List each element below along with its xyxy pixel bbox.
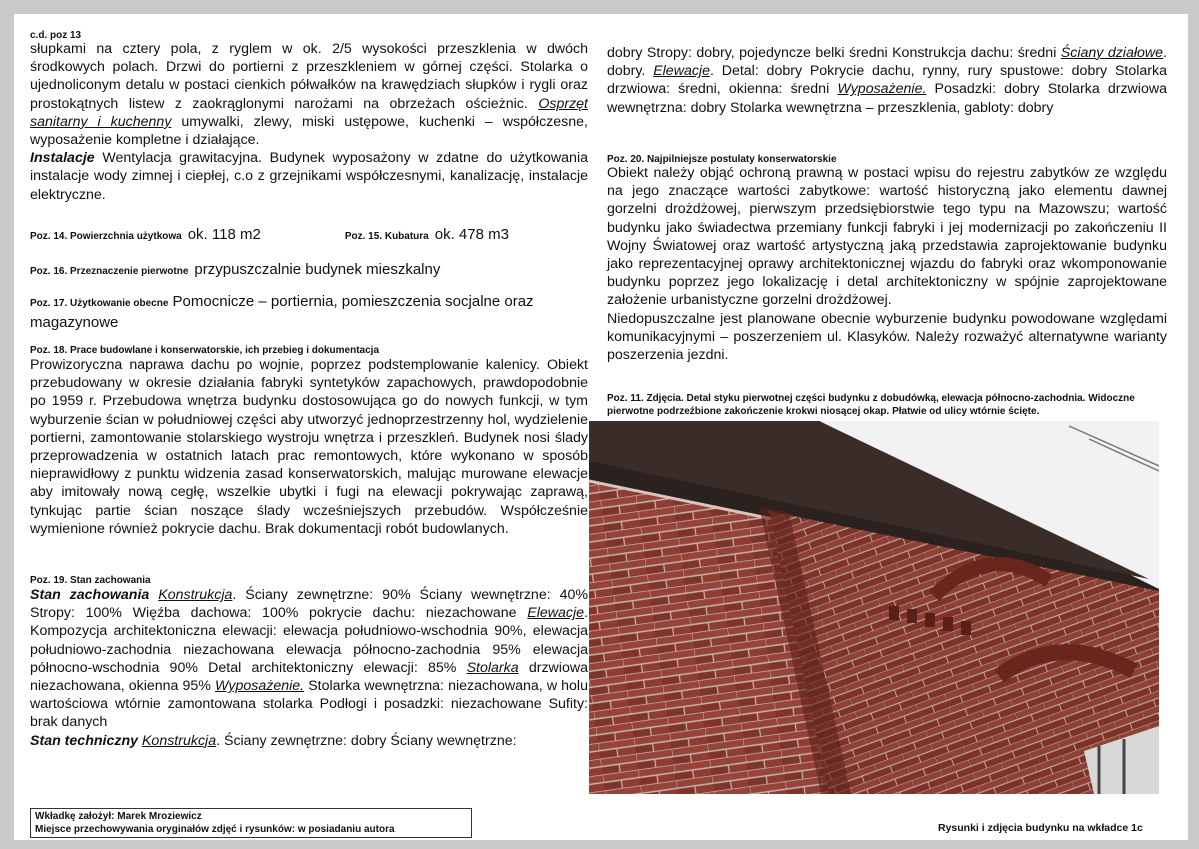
- poz17-label: Poz. 17. Użytkowanie obecne: [30, 298, 169, 309]
- footer-storage: Miejsce przechowywania oryginałów zdjęć i rysunków: w posiadaniu autora: [35, 824, 395, 835]
- poz18-label: Poz. 18. Prace budowlane i konserwatorskie, ich przebieg i dokumentacja: [30, 345, 379, 356]
- footer-author: Wkładkę założył: Marek Mroziewicz: [35, 811, 202, 822]
- poz16-row: [30, 261, 440, 278]
- poz14-label: Poz. 14. Powierzchnia użytkowa: [30, 231, 182, 242]
- poz19-label: Poz. 19. Stan zachowania: [30, 575, 151, 586]
- technical-condition-label: Stan techniczny: [30, 732, 139, 749]
- fittings-paragraph: słupkami na cztery pola, z ryglem w ok. 2/5 wysokości przeszklenia w dwóch środkowych polach. Drzwi do portierni z przeszkleniem w górnej części. Stolarka o ujednoliconym detalu w postaci cienkich półwałków na krawędziach słupków i rygli oraz prostokątnych listew z zaokrąglonymi narożami na obrzeżach ościeżnic. Osprzęt sanitarny i kuchenny umywalki, zlewy, miski ustępowe, kuchenki – współczesne, wyposażenie kompletne i działające. Instalacje Wentylacja grawitacyjna. Budynek wyposażony w zdatne do użytkowania instalacje wody zimnej i ciepłej, c.o z grzejnikami współczesnymi, kanalizację, instalacje elektryczne.: [30, 41, 588, 203]
- condition-paragraph: Stan zachowania Konstrukcja. Ściany zewnętrzne: 90% Ściany wewnętrzne: 40% Stropy: 100% Więźba dachowa: 100% pokrycie dachu: niezachowane Elewacje. Kompozycja architektoniczna elewacji: elewacja południowo-wschodnia 90%, elewacja południowo-zachodnia niezachowana elewacja północno-zachodnia 95% elewacja północno-wschodnia 90% Detal architektoniczny elewacji: 85% Stolarka drzwiowa niezachowana, okienna 95% Wyposażenie. Stolarka wewnętrzna: niezachowana, w holu wartościowa wtórnie zamontowana stolarka Podłogi i posadzki: niezachowane Sufity: brak danych Stan techniczny Konstrukcja. Ściany zewnętrzne: dobry Ściany wewnętrzne:: [30, 587, 588, 749]
- installations-label: Instalacje: [30, 150, 95, 167]
- brick-wall-illustration: [589, 421, 1159, 794]
- poz16-value: przypuszczalnie budynek mieszkalny: [194, 261, 441, 278]
- footer-box: [30, 808, 472, 838]
- building-photo: [589, 421, 1159, 794]
- poz15-label: Poz. 15. Kubatura: [344, 231, 429, 242]
- poz11-caption: Poz. 11. Zdjęcia. Detal styku pierwotnej części budynku z dobudówką, elewacja północno-zachodnia. Widoczne pierwotne podrzeźbione zakończenie krokwi niosącej okap. Płatwie od ulicy wtórnie ścięte.: [607, 393, 1135, 417]
- area-volume-row: [30, 226, 588, 243]
- continued-header: c.d. poz 13: [30, 30, 82, 41]
- poz17-value: Pomocnicze – portiernia, pomieszczenia socjalne oraz magazynowe: [30, 293, 534, 331]
- poz14-value: ok. 118 m2: [187, 226, 261, 243]
- poz20-label: Poz. 20. Najpilniejsze postulaty konserwatorskie: [607, 154, 837, 165]
- poz18-text: Prowizoryczna naprawa dachu po wojnie, poprzez podstemplowanie kalenicy. Obiekt przebudowany w okresie działania fabryki syntetyków zapachowych, prawdopodobnie po 1959 r. Przebudowa wnętrza budynku dostosowująca go do nowych funkcji, w tym wyburzenie ścian w południowej części aby utworzyć jednoprzestrzenny hol, wydzielenie portierni, zamontowanie stolarskiego wystroju wnętrza i przeszkleń. Budynek nosi ślady przeprowadzenia w ostatnich latach prac remontowych, które wykonano w sposób nieprawidłowy z punktu widzenia zasad konserwatorskich, malując murowane elewacje aby imitowały nową cegłę, wszelkie ubytki i fugi na elewacji pokrywając zaprawą, tynkując partie ścian noszące ślady wcześniejszych przebudów. Współcześnie wymienione również pokrycie dachu. Brak dokumentacji robót budowlanych.: [30, 357, 588, 537]
- poz15-value: ok. 478 m3: [434, 226, 509, 243]
- poz16-label: Poz. 16. Przeznaczenie pierwotne: [30, 266, 189, 277]
- bottom-note: Rysunki i zdjęcia budynku na wkładce 1c: [938, 822, 1143, 834]
- technical-condition-continued: dobry Stropy: dobry, pojedyncze belki średni Konstrukcja dachu: średni Ściany działowe. dobry. Elewacje. Detal: dobry Pokrycie dachu, rynny, rury spustowe: dobry Stolarka drzwiowa: średni, okienna: średni Wyposażenie. Posadzki: dobry Stolarka drzwiowa wewnętrzna: dobry Stolarka wewnętrzna – przeszklenia, gabloty: dobry: [607, 45, 1167, 116]
- fittings-link: Osprzęt sanitarny i kuchenny: [30, 95, 588, 130]
- condition-label: Stan zachowania: [30, 587, 150, 603]
- poz17-block: [30, 292, 588, 332]
- poz20-text: Obiekt należy objąć ochroną prawną w postaci wpisu do rejestru zabytków ze względu na jego znaczące wartości zabytkowe: wartość historyczną jako elementu dawnej gorzelni drożdżowej, pierwszym przedsiębiorstwie tego typu na Mazowszu; wartość budynku jako świadectwa przemiany funkcji fabryki i jej modernizacji po zakończeniu II Wojny Światowej oraz wartość artystyczną jaką przedstawia zaprojektowanie budynku jako reprezentacyjnej oprawy architektonicznej wjazdu do fabryki oraz wkomponowanie budynku poprzez jego lokalizację i detal architektoniczny w spójnie zaprojektowane założenie urbanistyczne gorzelni drożdżowej. Niedopuszczalne jest planowane obecnie wyburzenie budynku powodowane względami komunikacyjnymi – poszerzeniem ul. Klasyków. Należy rozważyć alternatywne warianty poszerzenia jezdni.: [607, 165, 1167, 364]
